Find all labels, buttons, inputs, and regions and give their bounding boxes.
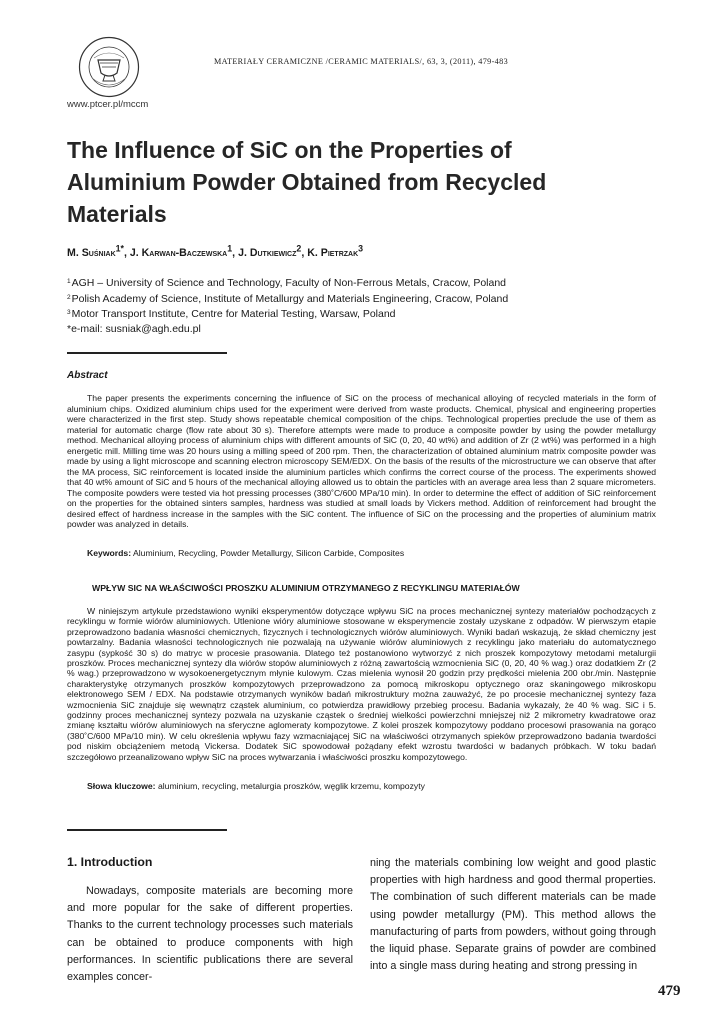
author-list [67, 243, 363, 259]
body-column-left: Nowadays, composite materials are becoming more and more popular for the sake of different properties. Thanks to the current technology processes such materials can be obtained to produce components with high performances. In scientific publications there are several examples concer- [67, 885, 353, 984]
page-number: 479 [658, 983, 681, 999]
polish-title: WPŁYW SIC NA WŁAŚCIWOŚCI PROSZKU ALUMINIUM OTRZYMANEGO Z RECYKLINGU MATERIAŁÓW [92, 583, 520, 593]
journal-seal-logo [78, 36, 140, 98]
abstract-heading: Abstract [67, 370, 108, 381]
affiliation: $^3$Motor Transport Institute, Centre for Material Testing, Warsaw, Poland [67, 308, 396, 321]
author: M. Suśniak$^{1*}$, [67, 243, 130, 259]
section-heading-introduction: 1. Introduction [67, 855, 153, 869]
journal-url[interactable]: www.ptcer.pl/mccm [67, 99, 149, 110]
abstract-text: The paper presents the experiments concerning the influence of SiC on the process of mechanical alloying of recycled materials in the form of aluminium chips. Oxidized aluminium chips used for the experiment were derived from waste products. Chemical, physical and engineering properties were characterized in the first step. Study shows repeatable chemical composition of the chips. Technological properties preclude the use of them as material for automatic charge (flow rate about 30 s). Therefore attempts were made to produce a composite powder by using the powder metallurgy method. Mechanical alloying process of aluminium chips with different amounts of SiC (0, 20, 40 wt%) and addition of Zr (2 wt%) was performed in a high energetic mill. Milling time was 20 hours using a milling speed of 200 rpm. Then, the characterization of obtained aluminium matrix composite powder was made by using a light microscope and scanning electron microscopy SEM/EDX. On the basis of the results of the microstructure we can observe that after the MA process, SiC reinforcement is located inside the aluminium particles which confirms the correct course of the process. The experiments showed that 40 wt% amount of SiC and 5 hours of the mechanical alloying allowed us to obtain the particles with an average area less than 2 square micrometers. The composite powders were tested via hot pressing processes (380˚C/600 MPa/10 min). In order to determine the effect of addition of SiC reinforcement on the properties for the obtained sinters samples, hardness was studied at small loads by Vickers method. Addition of reinforcement had brought the desired effect of hardness increase in the samples with the SiC content. The influence of SiC on the processing and the properties of aluminium matrix powder was analyzed in details. [67, 393, 656, 529]
divider [67, 352, 227, 354]
keywords: Keywords: Aluminium, Recycling, Powder Metallurgy, Silicon Carbide, Composites [87, 548, 405, 558]
body-column-right: ning the materials combining low weight and good plastic properties with high hardness and good thermal properties. The combination of such different materials can be made using powder metallurgy (PM). This method allows the manufacturing of parts from powders, without going through the liquid phase. Separate grains of powder are combined into a single mass during heating and strong pressing in [370, 857, 656, 973]
author: J. Dutkiewicz$^2$, [238, 243, 308, 259]
divider [67, 829, 227, 831]
author: J. Karwan-Baczewska$^1$, [129, 243, 239, 259]
author: K. Pietrzak$^3$ [307, 243, 364, 259]
polish-keywords: Słowa kluczowe: aluminium, recycling, metalurgia proszków, węglik krzemu, kompozyty [87, 781, 425, 791]
article-title: The Influence of SiC on the Properties of Aluminium Powder Obtained from Recycled Materials [67, 137, 547, 227]
affiliation: $^2$Polish Academy of Science, Institute of Metallurgy and Materials Engineering, Cracow, Poland [67, 292, 509, 305]
journal-reference: MATERIAŁY CERAMICZNE /CERAMIC MATERIALS/, 63, 3, (2011), 479-483 [214, 57, 509, 66]
affiliation: $^1$AGH – University of Science and Technology, Faculty of Non-Ferrous Metals, Cracow, Poland [67, 277, 507, 289]
polish-abstract-text: W niniejszym artykule przedstawiono wyniki eksperymentów dotyczące wpływu SiC na proces mechanicznej syntezy materiałów pochodzących z recyklingu w formie wiórów aluminiowych. Utlenione wióry aluminiowe stosowane w eksperymencie zostały uzyskane z odpadów. W pierwszym etapie przeprowadzono badania własności chemicznych, fizycznych i technologicznych wiórów aluminiowych. Wyniki badań wskazują, że skład chemiczny jest powtarzalny. Badania własności technologicznych nie pozwalają na używanie wiórów aluminiowych z recyklingu jako materiału do automatycznego zasypu (sypkość 30 s) do matryc w procesie prasowania. Dlatego też postanowiono wytworzyć z nich proszek kompozytowy metodami metalurgii proszków. Proces mechanicznej syntezy dla wiórów stopów aluminiowych z różną zawartością wzmocnienia SiC (0, 20, 40 % wag.) oraz dodatkiem Zr (2 % wag.) przeprowadzono w wysokoenergetycznym młynie kulowym. Czas mielenia wynosił 20 godzin przy prędkości mielenia 200 obr./min. Następnie charakterystykę otrzymanych proszków kompozytowych przeprowadzono za pomocą mikroskopu optycznego oraz skaningowego mikroskopu elektronowego SEM / EDX. Na podstawie otrzymanych wyników badań mikrostruktury można zauważyć, że po procesie mechanicznej syntezy faza wzmocnienia SiC znajduje się wewnątrz cząstek aluminium, co potwierdza prawidłowy przebieg procesu. Badania wykazały, że 40 % wag. SiC i 5. godzinny proces mechanicznej syntezy pozwala na uzyskanie cząstek o średniej wielkości powierzchni mniejszej niż 2 mikrometry kwadratowe oraz zmianę kształtu wiórów aluminiowych na sferyczne aglomeraty kompozytowe. Z kolei proszek kompozytowy poddano procesowi prasowania na gorąco (380˚C/600 MPa/10 min). W celu określenia wpływu fazy wzmacniającej SiC na właściwości otrzymanych spieków przeprowadzono badania twardości pod niskim obciążeniem metodą Vickersa. Dodatek SiC spowodował pożądany efekt wzrostu twardości w badanych próbkach. W toku badań szczegółowo przeanalizowano wpływ SiC na proces wytwarzania i właściwości proszku kompozytowego. [67, 606, 656, 762]
corresponding-email[interactable]: *e-mail: susniak@agh.edu.pl [67, 322, 201, 335]
affiliation-list [67, 275, 508, 336]
